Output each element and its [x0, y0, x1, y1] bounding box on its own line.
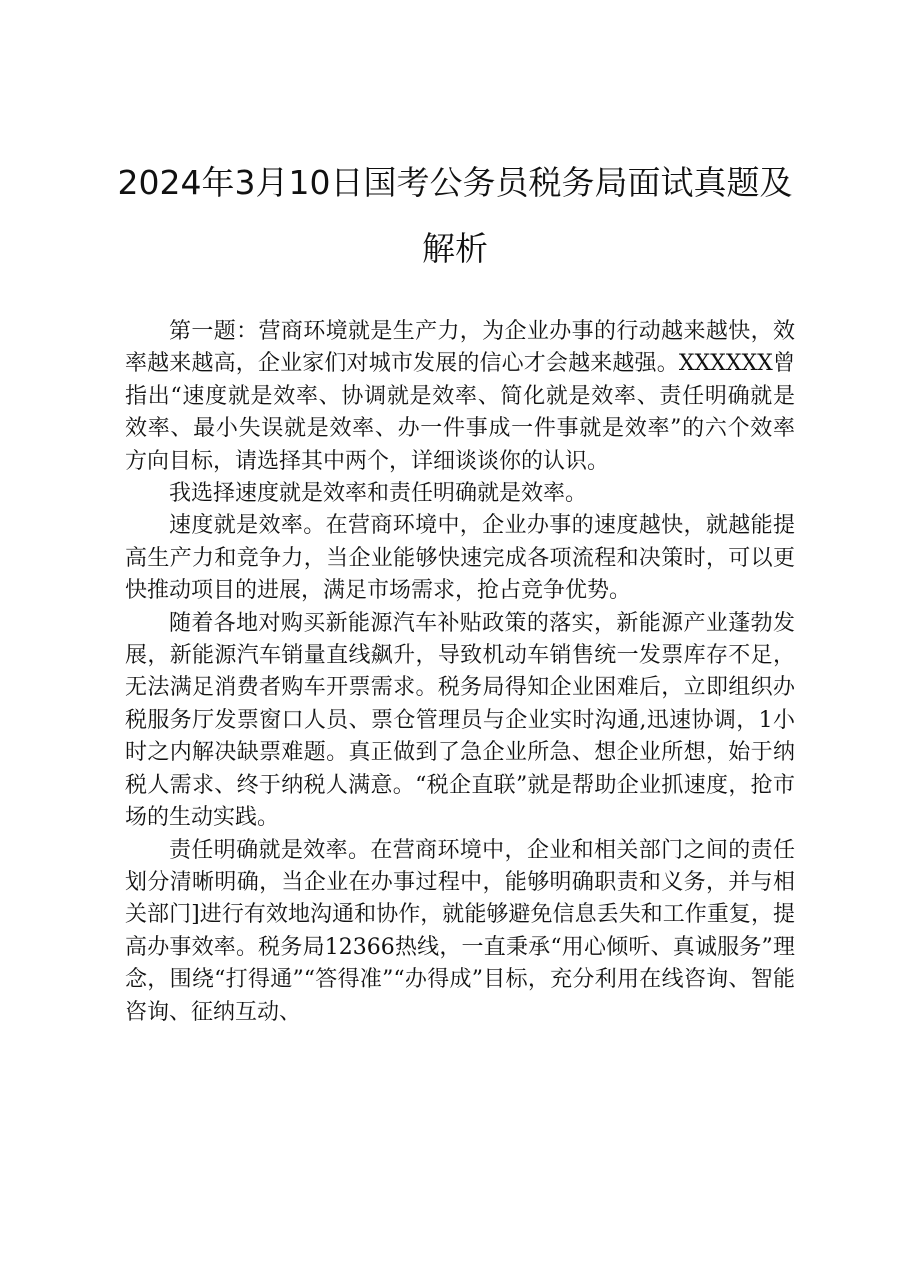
document-body [125, 316, 795, 1029]
paragraph-choice: 我选择速度就是效率和责任明确就是效率。 [169, 481, 588, 507]
paragraph-responsibility: 责任明确就是效率。在营商环境中，企业和相关部门之间的责任划分清晰明确，当企业在办事过程中，能够明确职责和义务，并与相关部门]进行有效地沟通和协作，就能够避免信息丢失和工作重复，提高办事效率。税务局12366热线，一直秉承“用心倾听、真诚服务”理念，围绕“打得通”“答得准”“办得成”目标，充分利用在线咨询、智能咨询、征纳互动、 [125, 837, 795, 1025]
document-title: 2024年3月10日国考公务员税务局面试真题及解析 [117, 163, 793, 268]
paragraph-example: 随着各地对购买新能源汽车补贴政策的落实，新能源产业蓬勃发展，新能源汽车销量直线飙升，导致机动车销售统一发票库存不足，无法满足消费者购车开票需求。税务局得知企业困难后，立即组织办税服务厅发票窗口人员、票仓管理员与企业实时沟通,迅速协调，1小时之内解决缺票难题。真正做到了急企业所急、想企业所想，始于纳税人需求、终于纳税人满意。“税企直联”就是帮助企业抓速度，抢市场的生动实践。 [125, 610, 795, 831]
paragraph-speed: 速度就是效率。在营商环境中，企业办事的速度越快，就越能提高生产力和竞争力，当企业能够快速完成各项流程和决策时，可以更快推动项目的进展，满足市场需求，抢占竞争优势。 [125, 513, 795, 604]
paragraph-question: 第一题：营商环境就是生产力，为企业办事的行动越来越快，效率越来越高，企业家们对城市发展的信心才会越来越强。XXXXXX曾指出“速度就是效率、协调就是效率、简化就是效率、责任明确就是效率、最小失误就是效率、办一件事成一件事就是效率”的六个效率方向目标，请选择其中两个，详细谈谈你的认识。 [125, 319, 795, 474]
